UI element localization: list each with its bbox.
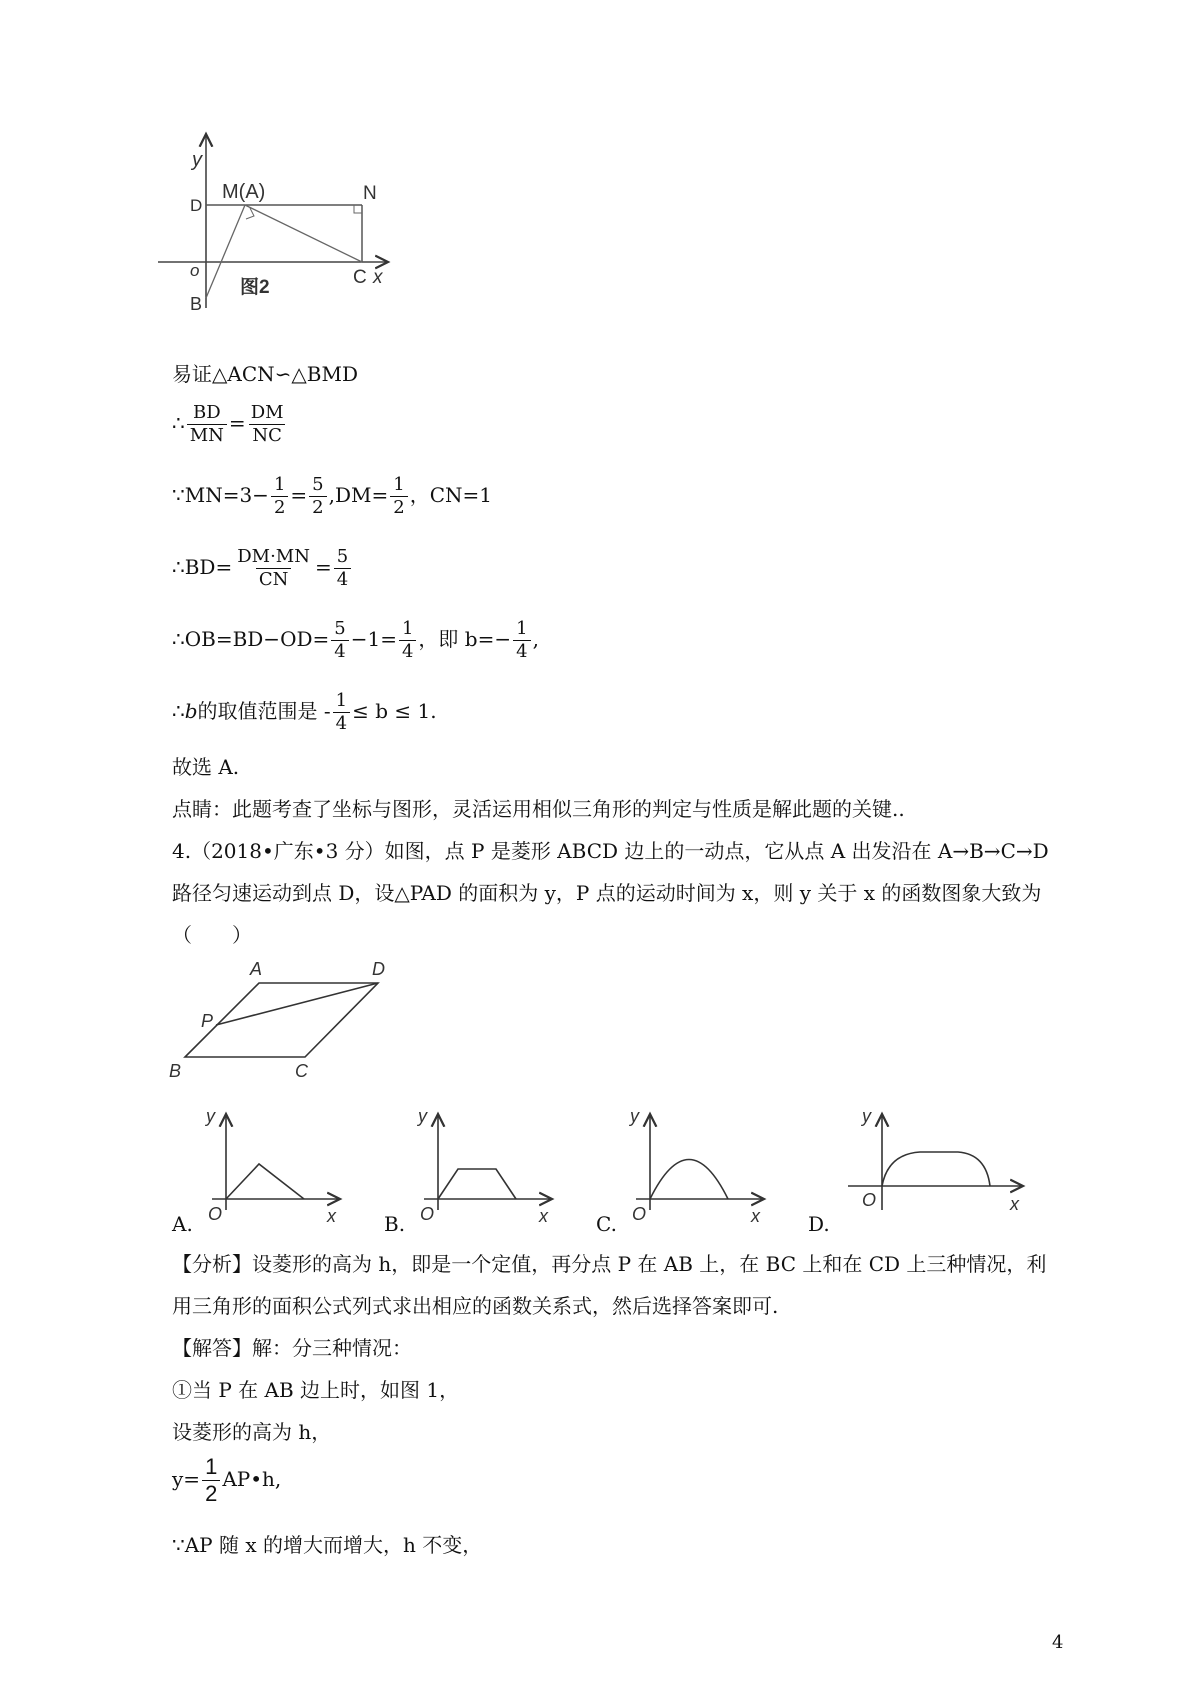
- figure-2: [150, 128, 410, 323]
- fig2-b-label: B: [190, 294, 203, 314]
- increase-line: ∵AP 随 x 的增大而增大，h 不变，: [172, 1533, 483, 1557]
- option-a-letter: A.: [172, 1212, 193, 1236]
- height-line: 设菱形的高为 h，: [172, 1420, 332, 1444]
- graph-c-o-label: O: [632, 1204, 647, 1224]
- option-d[interactable]: [808, 1100, 1038, 1245]
- rhombus-b-label: B: [169, 1061, 182, 1081]
- option-a[interactable]: [172, 1100, 362, 1245]
- graph-b-o-label: O: [420, 1204, 435, 1224]
- option-c[interactable]: [596, 1100, 786, 1245]
- area-formula: y= $\frac{1}{2}$ AP•h,: [172, 1454, 282, 1506]
- question-4-line1: 4.（2018•广东•3 分）如图，点 P 是菱形 ABCD 边上的一动点，它从点 A 出发沿在 A→B→C→D: [172, 839, 1049, 863]
- graph-b: [394, 1100, 574, 1235]
- answer-heading: 【解答】解：分三种情况：: [172, 1336, 412, 1360]
- line-ob: ∴OB=BD−OD= $\frac{5}{4}$ −1= $\frac{1}{4}$ ，即 b=− $\frac{1}{4}$ ,: [172, 618, 539, 662]
- graph-b-y-label: y: [418, 1106, 427, 1126]
- fig2-c-label: C: [353, 267, 367, 288]
- line-mn: ∵MN=3− $\frac{1}{2}$ = $\frac{5}{2}$ ,DM= $\frac{1}{2}$ ，CN=1: [172, 474, 493, 518]
- graph-c: [606, 1100, 786, 1235]
- fig2-o-label: o: [190, 261, 200, 280]
- case-1-line: ①当 P 在 AB 边上时，如图 1，: [172, 1378, 460, 1402]
- line-bd: ∴BD= $\frac{DM\cdot MN}{CN}$ = $\frac{5}{4}$: [172, 548, 353, 589]
- fig2-y-label: y: [192, 149, 202, 171]
- option-b[interactable]: [384, 1100, 574, 1245]
- fig2-x-label: x: [373, 267, 383, 288]
- rhombus-p-label: P: [201, 1011, 214, 1031]
- graph-a-o-label: O: [208, 1204, 223, 1224]
- graph-a: [182, 1100, 362, 1235]
- rhombus-a-label: A: [250, 959, 263, 979]
- line-range: ∴b的取值范围是 - $\frac{1}{4}$ ≤ b ≤ 1.: [172, 690, 437, 734]
- graph-d-y-label: y: [862, 1106, 871, 1126]
- graph-c-x-label: x: [751, 1206, 760, 1226]
- graph-c-y-label: y: [630, 1106, 639, 1126]
- graph-a-y-label: y: [206, 1106, 215, 1126]
- fig2-ma-label: M(A): [222, 181, 266, 203]
- question-4-line2: 路径匀速运动到点 D，设△PAD 的面积为 y，P 点的运动时间为 x，则 y 关于 x 的函数图象大致为: [172, 881, 1042, 905]
- fig2-n-label: N: [363, 183, 377, 204]
- rhombus-figure: [165, 955, 395, 1085]
- graph-b-x-label: x: [539, 1206, 548, 1226]
- page-number: 4: [1052, 1632, 1064, 1653]
- question-4-line3: （ ）: [172, 923, 252, 947]
- line-similar: 易证△ACN∽△BMD: [172, 362, 358, 386]
- graph-d-o-label: O: [862, 1190, 877, 1210]
- graph-d: [818, 1100, 1038, 1235]
- fig2-caption: 图2: [240, 277, 270, 298]
- option-c-letter: C.: [596, 1212, 617, 1236]
- rhombus-c-label: C: [295, 1061, 308, 1081]
- fig2-d-label: D: [190, 196, 203, 215]
- option-d-letter: D.: [808, 1212, 830, 1236]
- line-ratio: ∴ $\frac{BD}{MN}$ = $\frac{DM}{NC}$: [172, 402, 284, 446]
- line-comment: 点睛：此题考查了坐标与图形，灵活运用相似三角形的判定与性质是解此题的关键..: [172, 797, 905, 821]
- option-b-letter: B.: [384, 1212, 406, 1236]
- analysis-line1: 【分析】设菱形的高为 h，即是一个定值，再分点 P 在 AB 上，在 BC 上和在 CD 上三种情况，利: [172, 1252, 1047, 1276]
- analysis-line2: 用三角形的面积公式列式求出相应的函数关系式，然后选择答案即可.: [172, 1294, 779, 1318]
- graph-a-x-label: x: [327, 1206, 336, 1226]
- line-choose: 故选 A.: [172, 755, 240, 779]
- rhombus-d-label: D: [372, 959, 385, 979]
- graph-d-x-label: x: [1010, 1194, 1019, 1214]
